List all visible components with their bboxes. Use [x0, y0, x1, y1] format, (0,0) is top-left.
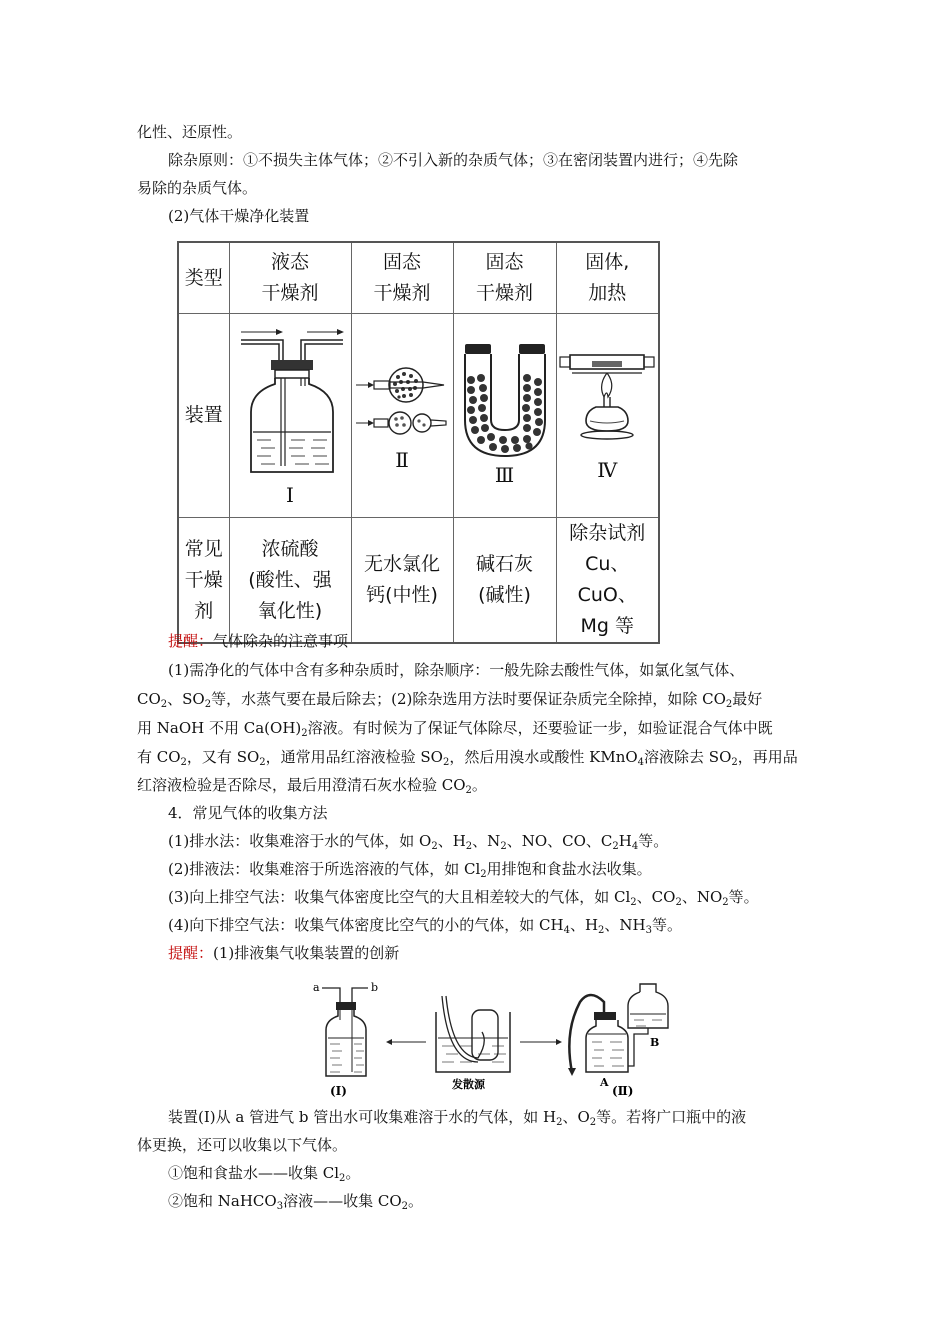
text-line: 化性、还原性。: [137, 123, 243, 141]
caption-ii: (Ⅱ): [612, 1084, 634, 1098]
text-line: 用 NaOH 不用 $Ca(OH)_2$溶液。有时候为了保证气体除尽，还要验证一步，如验证混合气体中既: [137, 719, 773, 739]
label-B: B: [650, 1036, 660, 1049]
tip-label: 提醒：: [168, 632, 214, 650]
bottle-i: [313, 981, 378, 1098]
label-b: b: [371, 981, 379, 994]
bottle-ii: [568, 984, 668, 1098]
table-header-apparatus: 装置: [178, 314, 229, 518]
caption-i: (Ⅰ): [330, 1084, 347, 1098]
drying-tube-cell: [351, 314, 453, 518]
text-line: ①饱和食盐水——收集 $Cl_2$。: [168, 1164, 361, 1184]
table-row: [178, 242, 659, 314]
agent-reagents: 除杂试剂 Cu、CuO、 Mg 等: [556, 518, 659, 644]
table-header-liquid: 液态 干燥剂: [229, 242, 351, 314]
gas-wash-bottle-illustration: [231, 320, 349, 480]
text-line: 红溶液检验是否除尽，最后用澄清石灰水检验 $CO_2$。: [137, 776, 487, 796]
text-line: (1)排水法：收集难溶于水的气体，如 $O_2$、$H_2$、$N_2$、NO、CO、$C_2H_4$等。: [168, 832, 669, 852]
wash-bottle-cell: [229, 314, 351, 518]
agent-sulfuric-acid: 浓硫酸 (酸性、强 氧化性): [229, 518, 351, 644]
text-line: (4)向下排空气法：收集气体密度比空气的小的气体，如 $CH_4$、$H_2$、$NH_3$等。: [168, 916, 683, 936]
apparatus-label-1: Ⅰ: [286, 483, 294, 507]
drying-apparatus-table: [177, 241, 660, 644]
table-row: [178, 314, 659, 518]
u-tube-cell: [453, 314, 556, 518]
agent-calcium-chloride: 无水氯化 钙(中性): [351, 518, 453, 644]
section-heading: 4．常见气体的收集方法: [168, 804, 328, 822]
text-line: 体更换，还可以收集以下气体。: [137, 1136, 348, 1154]
u-tube-illustration: [457, 340, 553, 460]
apparatus-label-3: Ⅲ: [494, 463, 515, 487]
text-line: 有 $CO_2$，又有 $SO_2$，通常用品红溶液检验 $SO_2$，然后用溴水或酸性 KMnO$_4$溶液除去 $SO_2$，再用品: [137, 748, 798, 768]
gas-collection-figure: [310, 972, 680, 1102]
label-A: A: [600, 1076, 609, 1089]
table-header-solid-1: 固态 干燥剂: [351, 242, 453, 314]
drying-tube-illustration: [354, 355, 450, 445]
table-header-common-agent: 常见 干燥 剂: [178, 518, 229, 644]
caption-source: 发散源: [452, 1078, 485, 1091]
text-line: (1)需净化的气体中含有多种杂质时，除杂顺序：一般先除去酸性气体，如氯化氢气体、: [168, 661, 745, 679]
heated-tube-illustration: [558, 345, 656, 455]
agent-soda-lime: 碱石灰 (碱性): [453, 518, 556, 644]
text-line: 除杂原则：①不损失主体气体；②不引入新的杂质气体；③在密闭装置内进行；④先除: [168, 151, 739, 169]
table-header-solid-heat: 固体, 加热: [556, 242, 659, 314]
heated-tube-cell: [556, 314, 659, 518]
text-line: ②饱和 NaHCO$_3$溶液——收集 $CO_2$。: [168, 1192, 424, 1212]
section-heading: (2)气体干燥净化装置: [168, 207, 310, 225]
tip-label: 提醒：: [168, 944, 214, 962]
label-a: a: [313, 981, 320, 994]
table-header-type: 类型: [178, 242, 229, 314]
text-line: $CO_2$、$SO_2$等，水蒸气要在最后除去；(2)除杂选用方法时要保证杂质完全除掉，如除 $CO_2$最好: [137, 690, 763, 710]
apparatus-label-2: Ⅱ: [395, 448, 409, 472]
tip-heading: 提醒：气体除杂的注意事项: [168, 632, 349, 650]
text-line: 易除的杂质气体。: [137, 179, 258, 197]
table-header-solid-2: 固态 干燥剂: [453, 242, 556, 314]
text-line: 装置(Ⅰ)从 a 管进气 b 管出水可收集难溶于水的气体，如 $H_2$、$O_2$等。若将广口瓶中的液: [168, 1108, 747, 1128]
table-row: [178, 518, 659, 644]
source-apparatus: [436, 996, 510, 1091]
apparatus-label-4: Ⅳ: [597, 458, 618, 482]
text-line: (3)向上排空气法：收集气体密度比空气的大且相差较大的气体，如 $Cl_2$、$CO_2$、$NO_2$等。: [168, 888, 759, 908]
tip-heading: 提醒：(1)排液集气收集装置的创新: [168, 944, 400, 962]
text-line: (2)排液法：收集难溶于所选溶液的气体，如 $Cl_2$用排饱和食盐水法收集。: [168, 860, 652, 880]
